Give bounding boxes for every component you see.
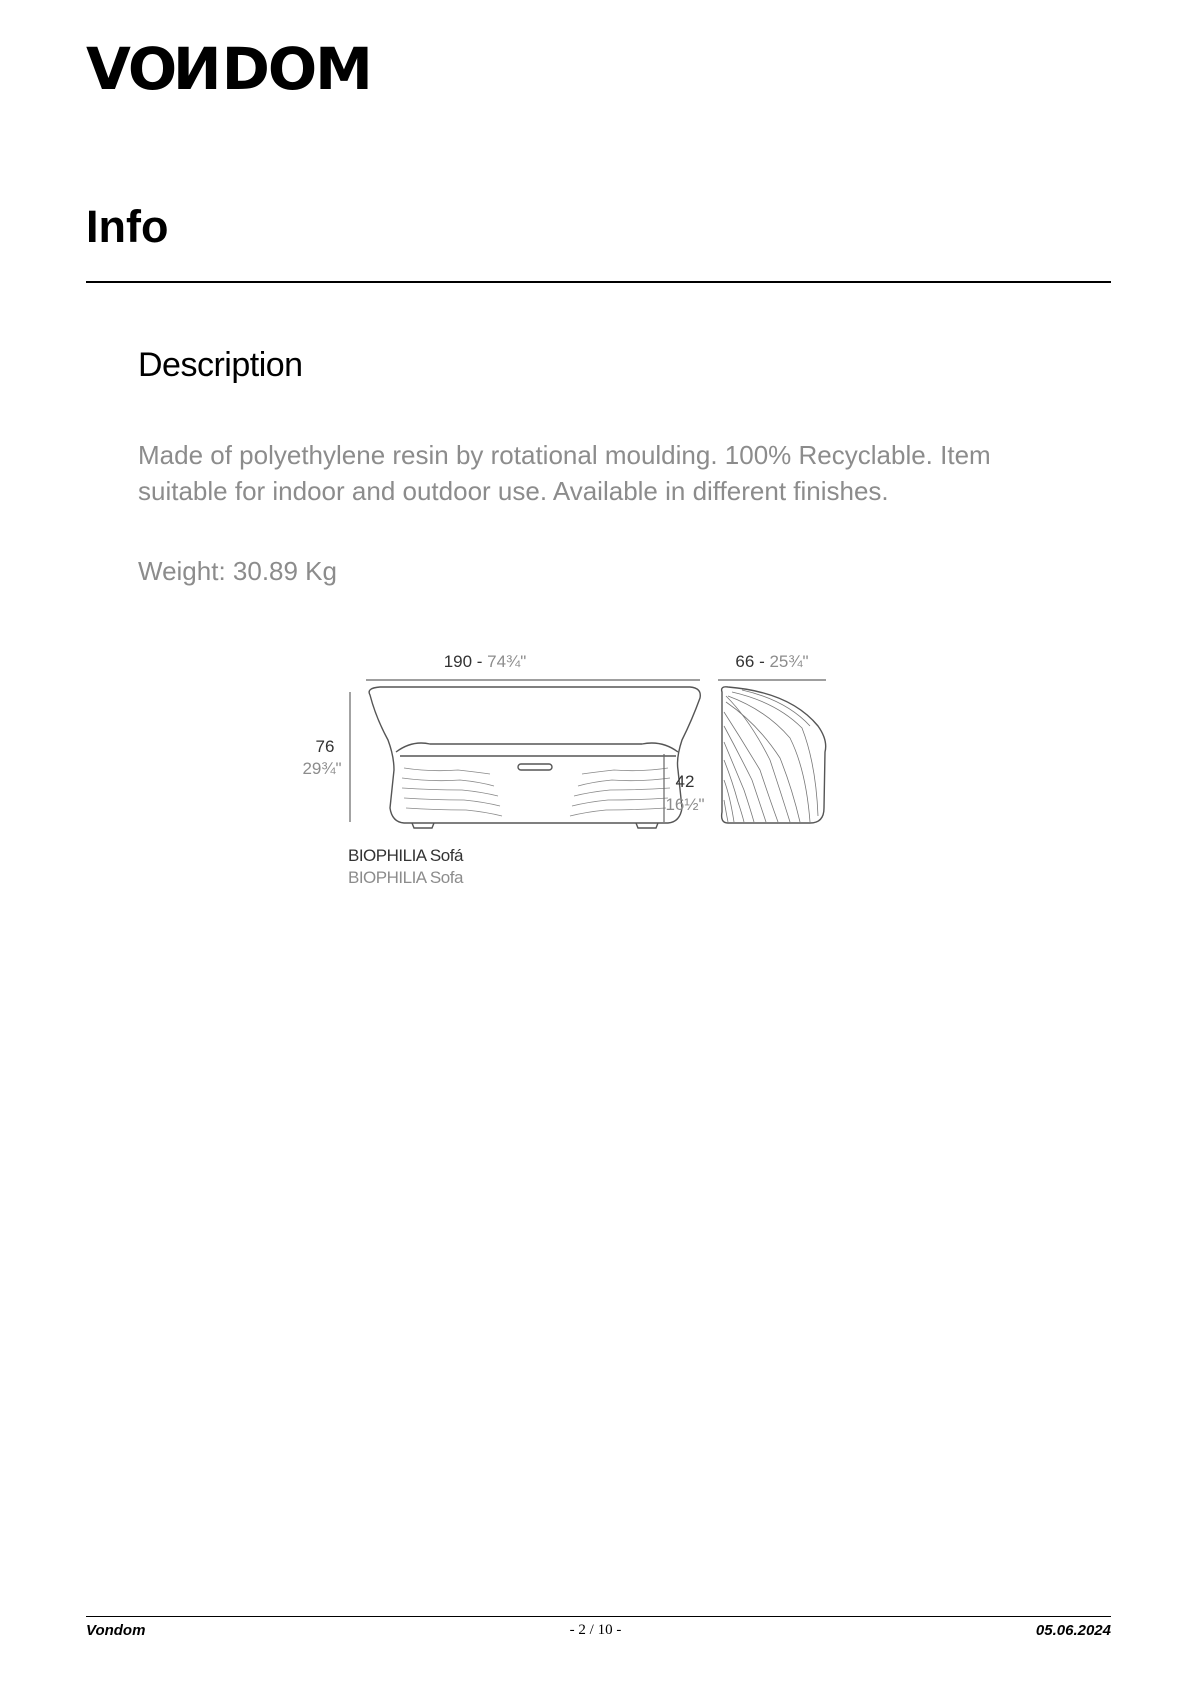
- description-heading: Description: [138, 346, 303, 384]
- caption-spanish: BIOPHILIA Sofá: [348, 846, 463, 865]
- footer-divider: [86, 1616, 1111, 1617]
- caption-english: BIOPHILIA Sofa: [348, 868, 463, 887]
- product-dimension-drawing: [280, 640, 920, 900]
- sofa-front-view: [369, 687, 700, 828]
- height-in-label: 29¾": [302, 759, 342, 778]
- description-text: Made of polyethylene resin by rotational moulding. 100% Recyclable. Item suitable for indoor and outdoor use. Available in different finishes.: [138, 440, 991, 506]
- depth-in-label: 25¾": [769, 652, 809, 671]
- footer-brand: Vondom: [86, 1622, 146, 1639]
- side-wave-pattern: [724, 690, 818, 822]
- section-divider: [86, 281, 1111, 283]
- sofa-wave-pattern: [402, 768, 670, 816]
- height-cm-label: 76: [315, 737, 335, 756]
- footer-date: 05.06.2024: [1035, 1622, 1111, 1639]
- width-in-label: 74¾": [487, 652, 527, 671]
- weight-text: Weight: 30.89 Kg: [138, 556, 337, 586]
- depth-cm-label: 66: [735, 652, 755, 671]
- svg-text:66 - 25¾": 66 - 25¾": [735, 652, 809, 671]
- svg-text:190 - 74¾": 190 - 74¾": [443, 652, 527, 671]
- section-title: Info: [86, 201, 169, 252]
- seat-cm-label: 42: [675, 772, 695, 791]
- brand-logo: VONDOM: [86, 35, 371, 103]
- width-cm-label: 190: [443, 652, 473, 671]
- seat-in-label: 16½": [665, 795, 705, 814]
- page-number: - 2 / 10 -: [569, 1622, 622, 1638]
